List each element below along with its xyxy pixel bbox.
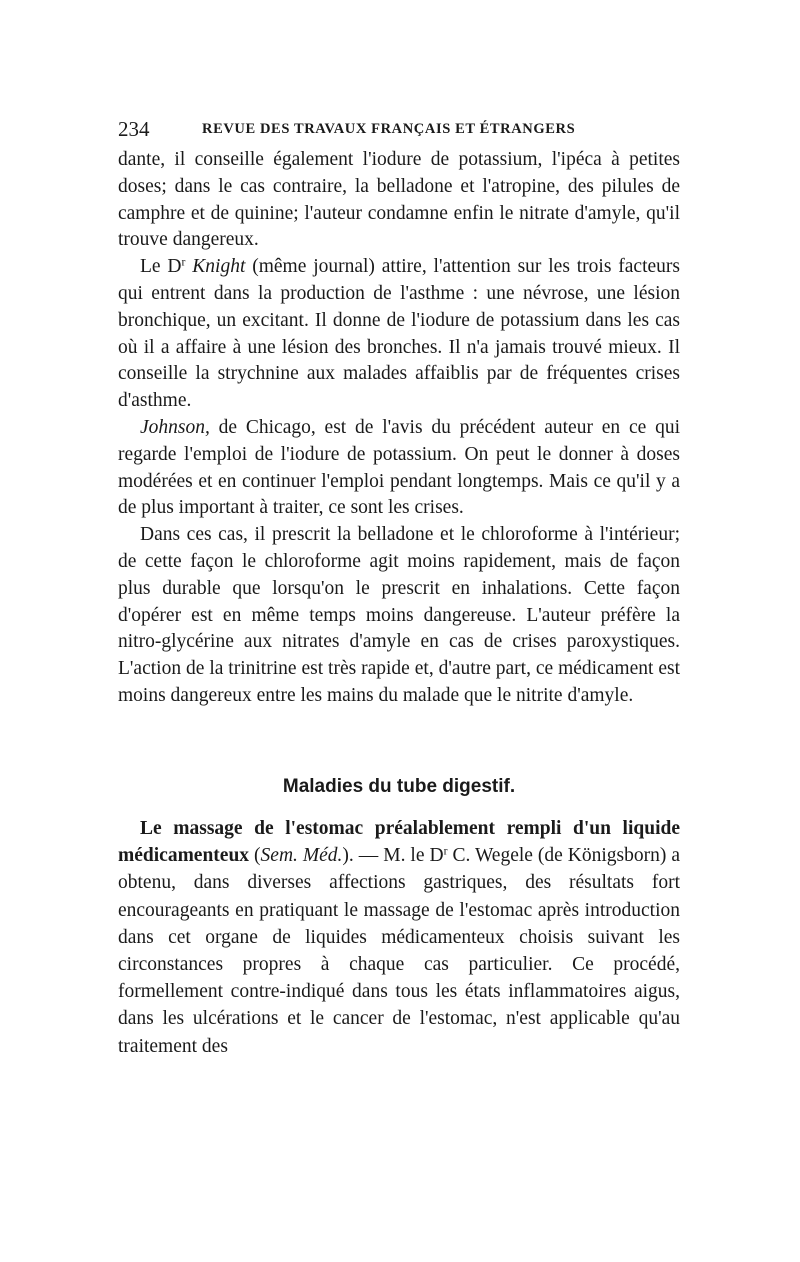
- article-text: C. Wegele (de Königsborn) a obtenu, dans diverses affections gastriques, des résultats fort encourageants en pratiquant le massage de l'estomac après introduction dans cet organe de liquides médicamenteux choisis suivant les circonstances propres à chaque cas particulier. Ce procédé, formellement contre-indiqué dans tous les états inflammatoires aigus, dans les ulcérations et le cancer de l'estomac, n'est applicable qu'au traitement des: [118, 845, 681, 1057]
- paragraph-3: [118, 415, 680, 522]
- paragraph-2-text: (même journal) attire, l'attention sur les trois facteurs qui entrent dans la production de l'asthme : une névrose, une lésion bronchique, un excitant. Il donne de l'iodure de potassium dans les cas où il a affaire à une lésion des bronches. Il n'a jamais trouvé mieux. Il conseille la strychnine aux malades affaiblis par de fréquentes crises d'asthme.: [118, 256, 680, 412]
- article-paragraph: [118, 815, 680, 1060]
- article-body: [118, 815, 680, 1060]
- article-sup: r: [443, 844, 448, 858]
- article-source-close: ). — M. le D: [342, 845, 444, 867]
- author-name: Knight: [192, 256, 246, 278]
- paragraph-1: dante, il conseille également l'iodure de potassium, l'ipéca à petites doses; dans le cas contraire, la belladone et l'atropine, des pilules de camphre et de quinine; l'auteur condamne enfin le nitrate d'amyle, qu'il trouve dangereux.: [118, 149, 680, 251]
- paragraph-2-sup: r: [181, 255, 186, 269]
- paragraph-3-text: de Chicago, est de l'avis du précédent auteur en ce qui regarde l'emploi de l'iodure de potassium. On peut le donner à doses modérées et en continuer l'emploi pendant longtemps. Mais ce qu'il y a de plus important à traiter, ce sont les crises.: [118, 416, 680, 519]
- section-heading: Maladies du tube digestif.: [282, 776, 516, 797]
- article-source: Sem. Méd.: [260, 845, 343, 867]
- article-title: Le massage de l'estomac préalablement rempli d'un liquide médicamenteux: [118, 818, 680, 867]
- paragraph-2-prefix: Le D: [140, 256, 182, 278]
- article-source-open: (: [249, 845, 261, 867]
- running-head: REVUE DES TRAVAUX FRANÇAIS ET ÉTRANGERS: [202, 121, 576, 137]
- page-number: 234: [118, 117, 150, 141]
- body-text: [118, 147, 680, 710]
- paragraph-4: Dans ces cas, il prescrit la belladone et le chloroforme à l'intérieur; de cette façon le chloroforme agit moins rapidement, mais de façon plus durable que lorsqu'on le prescrit en inhalations. Cette façon d'opérer est en même temps moins dangereuse. L'auteur préfère la nitro-glycérine aux nitrates d'amyle en cas de crises paroxystiques. L'action de la trinitrine est très rapide et, d'autre part, ce médicament est moins dangereux entre les mains du malade que le nitrite d'amyle.: [118, 524, 680, 706]
- page-header: [118, 116, 678, 142]
- paragraph-2: [118, 254, 680, 415]
- author-name: Johnson,: [140, 416, 210, 438]
